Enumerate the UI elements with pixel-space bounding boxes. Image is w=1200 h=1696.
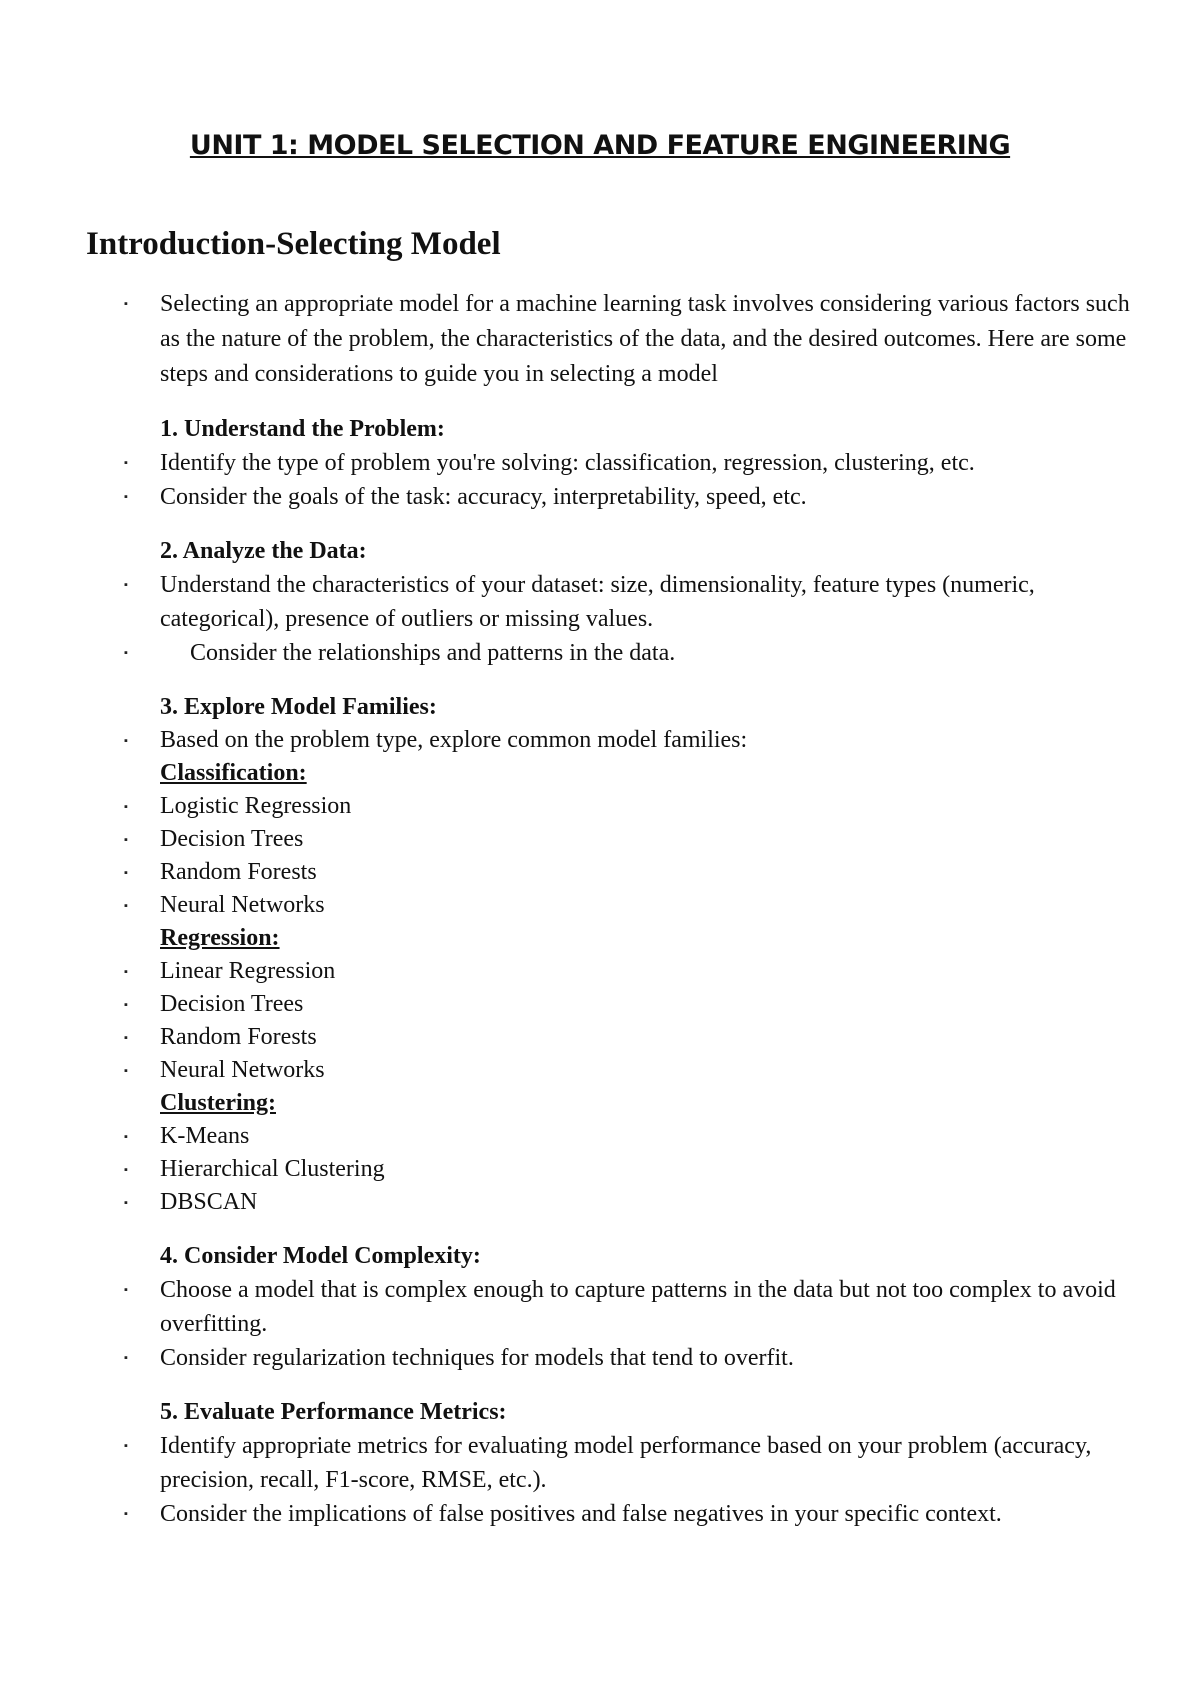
section-heading: 3. Explore Model Families: bbox=[160, 694, 437, 720]
section-explore-model-families bbox=[124, 690, 1154, 1219]
list-item: ▪ Neural Networks bbox=[124, 889, 1154, 922]
list-item: ▪ Neural Networks bbox=[124, 1054, 1154, 1087]
section-analyze-data bbox=[124, 534, 1154, 670]
list-item: ▪ Consider the implications of false positives and false negatives in your specific context. bbox=[124, 1497, 1154, 1531]
list-item: ▪ K-Means bbox=[124, 1120, 1154, 1153]
bullet-list bbox=[124, 446, 1154, 514]
list-item: ▪ Identify appropriate metrics for evaluating model performance based on your problem (accuracy, precision, recall, F1-score, RMSE, etc.). bbox=[124, 1429, 1154, 1497]
bullet-list bbox=[124, 1273, 1154, 1375]
bullet-list bbox=[124, 1429, 1154, 1531]
document-body bbox=[124, 287, 1154, 1531]
intro-paragraph: ▪ Selecting an appropriate model for a machine learning task involves considering various factors such as the nature of the problem, the characteristics of the data, and the desired outcomes. Here are some steps and considerations to guide you in selecting a model bbox=[124, 287, 1154, 392]
subheading-regression: Regression: bbox=[160, 925, 280, 951]
section-understand-problem bbox=[124, 412, 1154, 514]
list-item: ▪ Based on the problem type, explore common model families: bbox=[124, 724, 1154, 757]
classification-list bbox=[124, 790, 1154, 922]
clustering-list bbox=[124, 1120, 1154, 1219]
list-item-text: Consider the relationships and patterns in the data. bbox=[190, 640, 676, 666]
list-item: ▪ Hierarchical Clustering bbox=[124, 1153, 1154, 1186]
section-heading: 5. Evaluate Performance Metrics: bbox=[160, 1399, 507, 1425]
list-item: ▪ Understand the characteristics of your dataset: size, dimensionality, feature types (numeric, categorical), presence of outliers or missing values. bbox=[124, 568, 1154, 636]
regression-list bbox=[124, 955, 1154, 1087]
subheading-clustering: Clustering: bbox=[160, 1090, 276, 1116]
list-item: ▪ Consider the goals of the task: accuracy, interpretability, speed, etc. bbox=[124, 480, 1154, 514]
list-item: ▪ Decision Trees bbox=[124, 823, 1154, 856]
list-item: ▪ Random Forests bbox=[124, 1021, 1154, 1054]
list-item: ▪ Linear Regression bbox=[124, 955, 1154, 988]
list-item: ▪ Identify the type of problem you're solving: classification, regression, clustering, etc. bbox=[124, 446, 1154, 480]
intro-heading: Introduction-Selecting Model bbox=[86, 226, 501, 262]
bullet-list bbox=[124, 568, 1154, 670]
bullet-list bbox=[124, 724, 1154, 757]
section-heading: 4. Consider Model Complexity: bbox=[160, 1243, 481, 1269]
list-item: ▪ Random Forests bbox=[124, 856, 1154, 889]
list-item: ▪ DBSCAN bbox=[124, 1186, 1154, 1219]
list-item: ▪ Choose a model that is complex enough to capture patterns in the data but not too complex to avoid overfitting. bbox=[124, 1273, 1154, 1341]
unit-title: UNIT 1: MODEL SELECTION AND FEATURE ENGINEERING bbox=[189, 130, 1011, 161]
list-item bbox=[124, 636, 1154, 670]
subheading-classification: Classification: bbox=[160, 760, 307, 786]
section-heading: 2. Analyze the Data: bbox=[160, 538, 367, 564]
section-heading: 1. Understand the Problem: bbox=[160, 416, 445, 442]
section-performance-metrics bbox=[124, 1395, 1154, 1531]
list-item: ▪ Logistic Regression bbox=[124, 790, 1154, 823]
list-item: ▪ Consider regularization techniques for models that tend to overfit. bbox=[124, 1341, 1154, 1375]
section-model-complexity bbox=[124, 1239, 1154, 1375]
list-item: ▪ Decision Trees bbox=[124, 988, 1154, 1021]
intro-list bbox=[124, 287, 1154, 392]
